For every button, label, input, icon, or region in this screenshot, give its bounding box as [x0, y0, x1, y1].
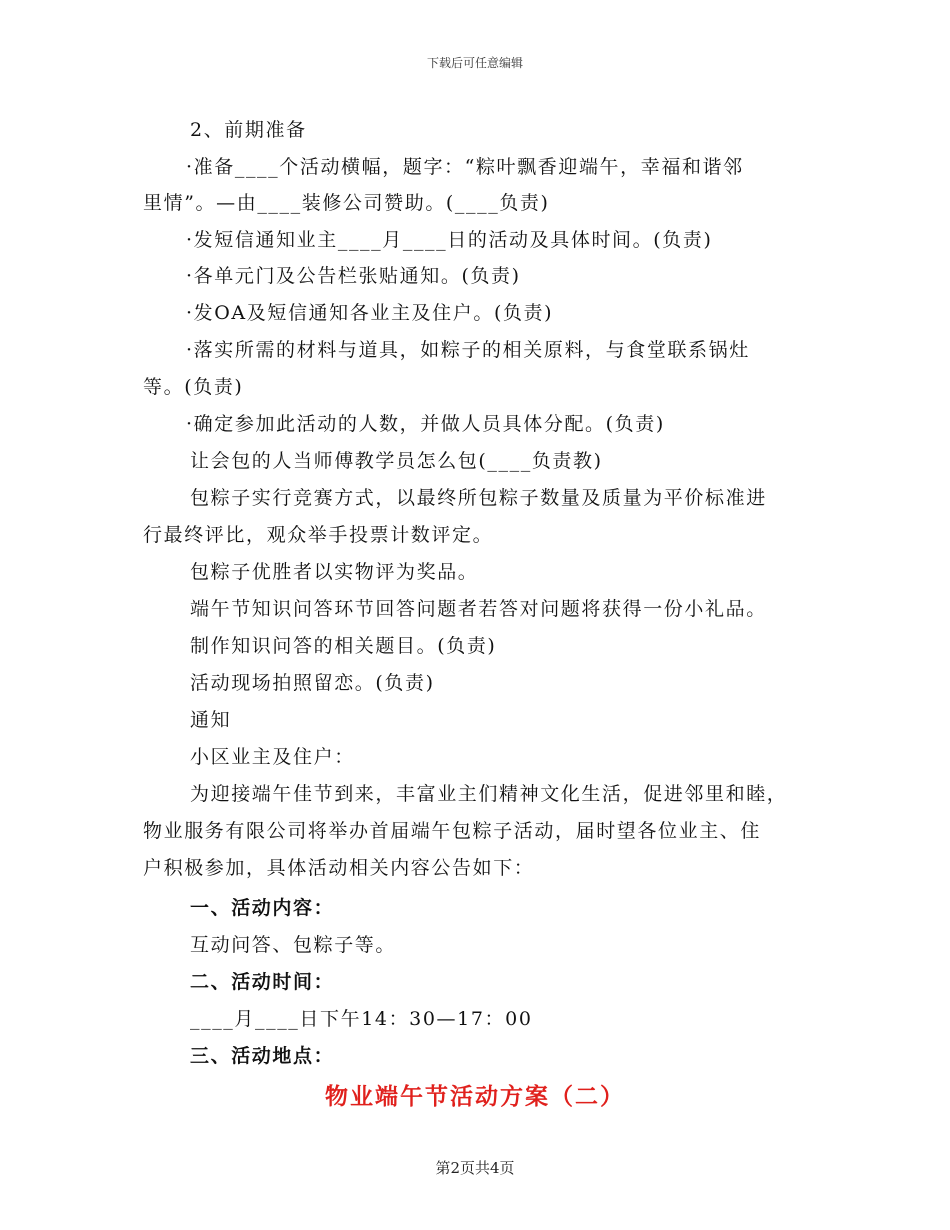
text-line: ____月____日下午14：30—17：00 — [190, 1008, 533, 1030]
text-line: 活动现场拍照留恋。(负责) — [190, 672, 435, 694]
text-line: ·落实所需的材料与道具，如粽子的相关原料，与食堂联系锅灶 — [186, 339, 750, 361]
text-line: ·确定参加此活动的人数，并做人员具体分配。(负责) — [186, 413, 665, 435]
text-line: 端午节知识问答环节回答问题者若答对问题将获得一份小礼品。 — [190, 598, 767, 620]
text-line: 为迎接端午佳节到来，丰富业主们精神文化生活，促进邻里和睦， — [190, 783, 788, 805]
text-line: 行最终评比，观众举手投票计数评定。 — [143, 524, 494, 546]
text-line: 2、前期准备 — [190, 119, 307, 141]
page-header: 下载后可任意编辑 — [426, 56, 523, 70]
text-line: 小区业主及住户： — [190, 746, 355, 768]
section-heading: 三、活动地点： — [190, 1045, 335, 1067]
text-line: 包粽子优胜者以实物评为奖品。 — [190, 561, 479, 583]
text-line: ·发短信通知业主____月____日的活动及具体时间。(负责) — [186, 229, 713, 251]
text-line: 等。(负责) — [143, 376, 244, 398]
text-line: 物业服务有限公司将举办首届端午包粽子活动，届时望各位业主、住 — [143, 820, 762, 842]
text-line: 里情”。—由____装修公司赞助。(____负责) — [143, 192, 550, 214]
text-line: ·准备____个活动横幅，题字：“粽叶飘香迎端午，幸福和谐邻 — [186, 156, 744, 178]
section-heading: 一、活动内容： — [190, 897, 335, 919]
text-line: 包粽子实行竞赛方式，以最终所包粽子数量及质量为平价标准进 — [190, 487, 767, 509]
text-line: 制作知识问答的相关题目。(负责) — [190, 635, 497, 657]
text-line: 让会包的人当师傅教学员怎么包(____负责教) — [190, 450, 603, 472]
text-line: 通知 — [190, 709, 232, 731]
page-footer: 第2页共4页 — [435, 1159, 515, 1177]
section-heading: 二、活动时间： — [190, 971, 335, 993]
section-title: 物业端午节活动方案（二） — [325, 1083, 625, 1110]
text-line: 互动问答、包粽子等。 — [190, 934, 397, 956]
text-line: 户积极参加，具体活动相关内容公告如下： — [143, 857, 535, 879]
text-line: ·各单元门及公告栏张贴通知。(负责) — [186, 265, 521, 287]
text-line: ·发OA及短信通知各业主及住户。(负责) — [186, 302, 554, 324]
